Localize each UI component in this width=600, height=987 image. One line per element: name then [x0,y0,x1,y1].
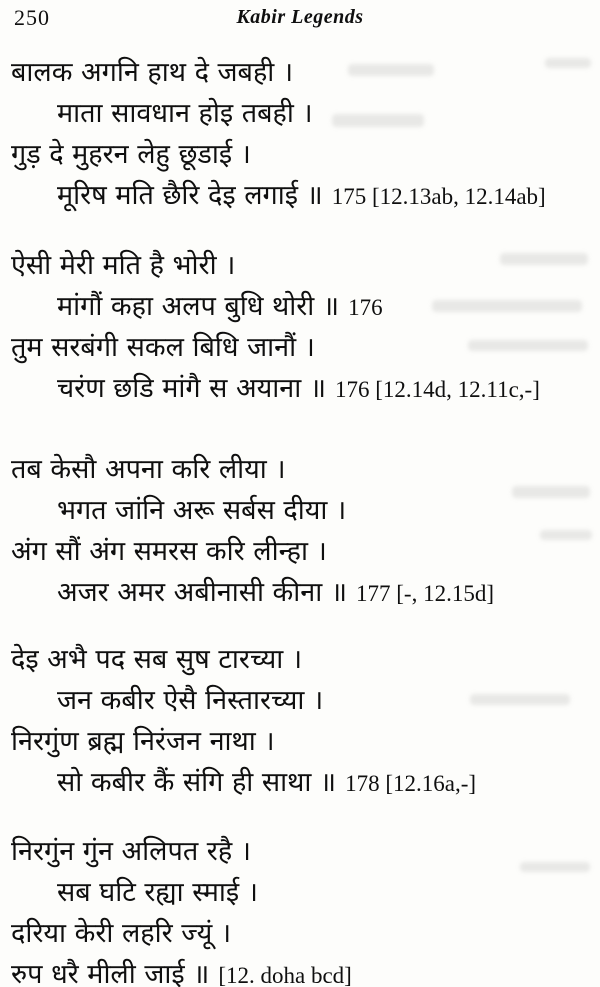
verse-line [0,93,600,134]
verse-text: चरंण छडि मांगै स अयाना ॥ [57,373,327,404]
stanza-1 [0,52,600,216]
stanza-3 [0,449,600,613]
verse-citation: 177 [-, 12.15d] [356,581,494,606]
verse-citation: 178 [12.16a,-] [345,771,477,796]
verse-text: रुप धरै मीली जाई ॥ [11,959,210,987]
verse-text: ऐसी मेरी मति है भोरी । [11,250,236,281]
verse-line [0,327,600,368]
verse-text: मूरिष मति छैरि देइ लगाई ॥ [57,180,323,211]
stanza-4 [0,639,600,803]
verse-text: निरगुंण ब्रह्म निरंजन नाथा । [11,726,275,757]
stanza-5 [0,831,600,987]
verse-citation: 176 [348,295,383,320]
verse-line [0,52,600,93]
verse-line [0,831,600,872]
verse-line [0,449,600,490]
verse-text: तब केसौ अपना करि लीया । [11,454,286,485]
verse-text: तुम सरबंगी सकल बिधि जानौं । [11,332,315,363]
verse-text: अंग सौं अंग समरस करि लीन्हा । [11,536,327,567]
stanza-2 [0,245,600,409]
verse-text: मांगौं कहा अलप बुधि थोरी ॥ [57,291,340,322]
verse-citation: [12. doha bcd] [218,963,352,987]
verse-text: दरिया केरी लहरि ज्यूं । [11,918,232,949]
verse-line [0,245,600,286]
verse-text: बालक अगनि हाथ दे जबही । [11,57,294,88]
verse-text: जन कबीर ऐसै निस्तारच्या । [57,685,324,716]
verse-text: देइ अभै पद सब सुष टारच्या । [11,644,303,675]
verse-line [0,572,600,613]
verse-line [0,286,600,327]
running-title: Kabir Legends [236,6,364,28]
verse-citation: 175 [12.13ab, 12.14ab] [331,184,546,209]
verse-line [0,531,600,572]
verse-text: सो कबीर कैं संगि ही साथा ॥ [57,767,337,798]
verse-text: माता सावधान होइ तबही । [57,98,313,129]
verse-text: सब घटि रह्या स्माई । [57,877,258,908]
verse-line [0,490,600,531]
verse-line [0,721,600,762]
verse-line [0,762,600,803]
verse-line [0,954,600,987]
verse-line [0,872,600,913]
verse-line [0,134,600,175]
verse-text: निरगुंन गुंन अलिपत रहै । [11,836,251,867]
verse-text: गुड़ दे मुहरन लेहु छूडाई । [11,139,251,170]
verse-line [0,175,600,216]
verse-line [0,368,600,409]
verse-line [0,680,600,721]
page-number: 250 [14,5,50,30]
verse-text: भगत जांनि अरू सर्बस दीया । [57,495,347,526]
verse-line [0,913,600,954]
verse-text: अजर अमर अबीनासी कीना ॥ [57,577,347,608]
verse-line [0,639,600,680]
verse-citation: 176 [12.14d, 12.11c,-] [335,377,540,402]
